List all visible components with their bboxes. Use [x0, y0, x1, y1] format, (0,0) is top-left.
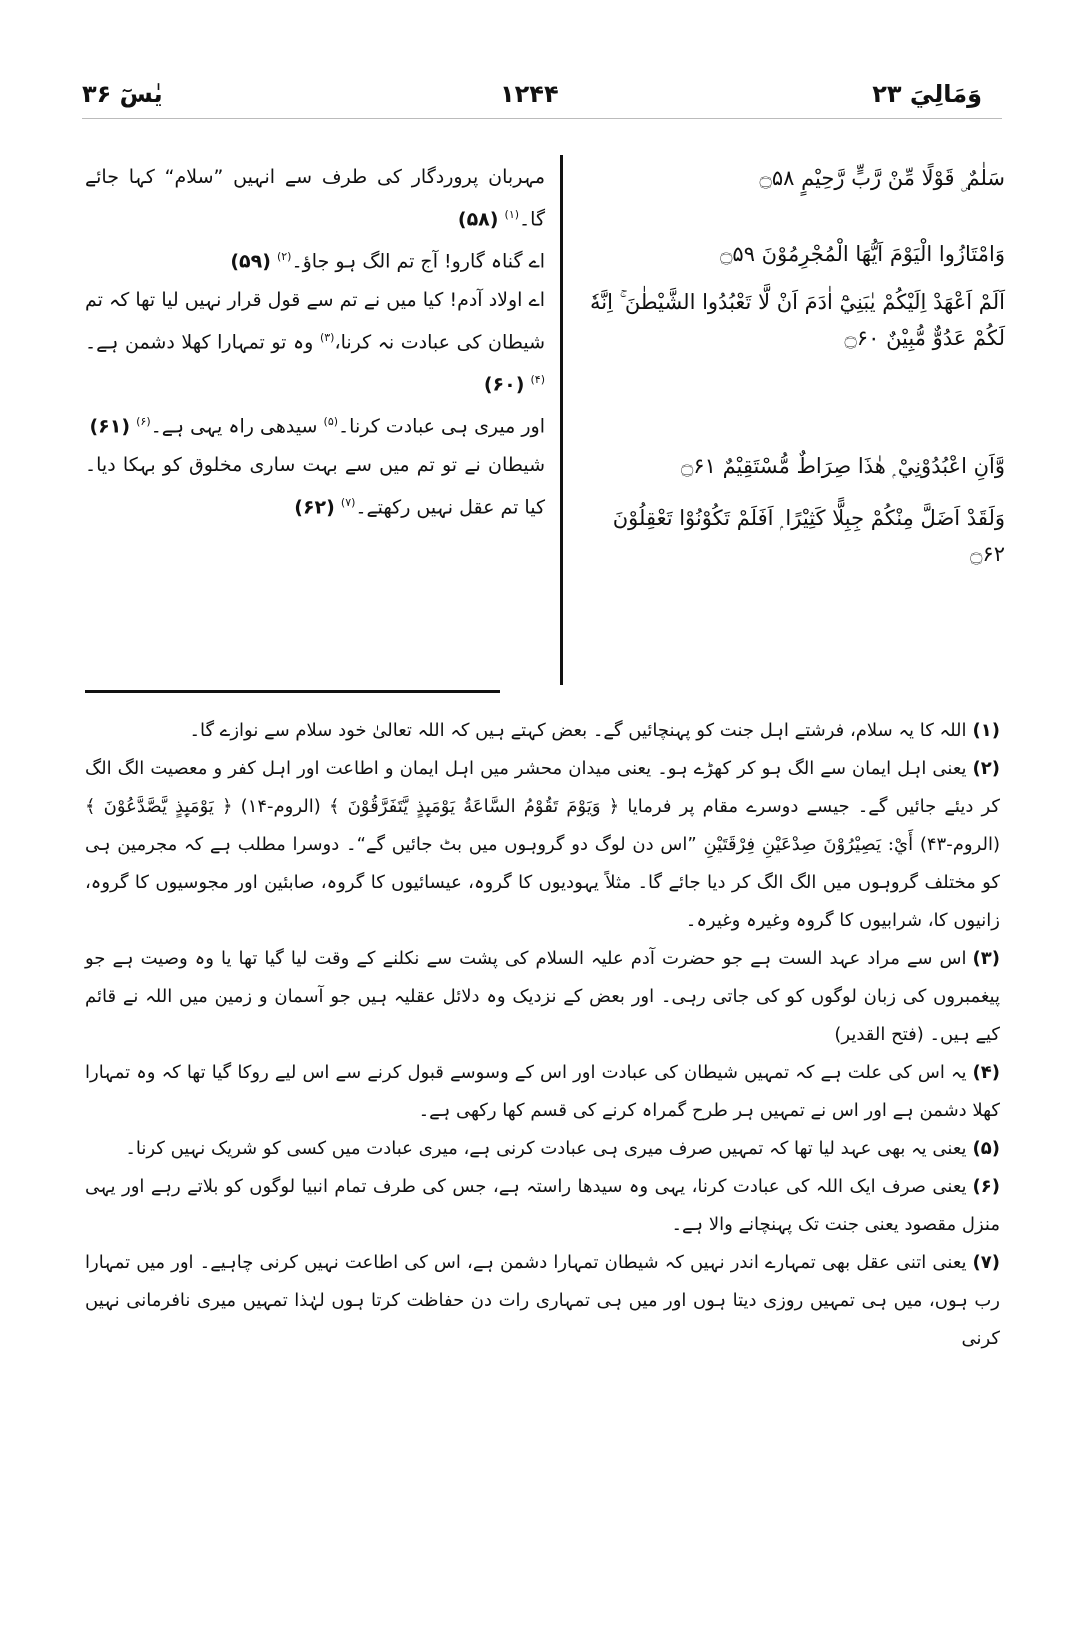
footnote-number: (۲) — [972, 758, 1000, 779]
footnote-text: ”اس دن لوگ دو گروہوں میں بٹ جائیں گے“۔ دوسرا مطلب ہے کہ مجرمین ہی کو مختلف گروہوں میں الگ الگ کر دیا جائے گا۔ مثلاً یہودیوں کا گروہ، عیسائیوں کا گروہ، صابئین اور مجوسیوں کا گروہ، زانیوں کا، شرابیوں کا گروہ وغیرہ وغیرہ۔ — [85, 834, 1000, 931]
translation-text: اے اولاد آدم! کیا میں نے تم سے قول قرار نہیں لیا تھا کہ تم شیطان کی عبادت نہ کرنا، — [85, 288, 546, 353]
quran-reference: (الروم-۴۳) — [919, 834, 1000, 855]
arabic-verse — [585, 284, 1005, 356]
translation-verse — [85, 281, 545, 404]
translation-verse — [85, 446, 545, 526]
quran-reference: (الروم-۱۴) — [240, 796, 321, 817]
juz-title: وَمَالِيَ ۲۳ — [872, 80, 982, 108]
footnote-ref[interactable]: (۴) — [530, 372, 545, 386]
footnote-number: (۴) — [972, 1062, 1000, 1083]
page-number: ۱۲۴۴ — [500, 80, 559, 108]
footnote-number: (۷) — [972, 1252, 1000, 1273]
translation-text: اے گناہ گارو! آج تم الگ ہو جاؤ۔ — [291, 250, 545, 273]
translation-text: سیدھی راہ یہی ہے۔ — [150, 415, 318, 438]
arabic-gloss: أَيْ: يَصِيْرُوْنَ صِدْعَيْنِ فِرْقَتَيْنِ — [703, 834, 914, 855]
header-rule — [82, 118, 1002, 119]
translation-verse — [85, 238, 545, 280]
verse-text: وَامْتَازُوا الْيَوْمَ اَيُّهَا الْمُجْرِمُوْنَ — [761, 242, 1005, 266]
verse-number: ۝۶۲ — [970, 542, 1005, 566]
footnote-text: یہ اس کی علت ہے کہ تمہیں شیطان کی عبادت اور اس کے وسوسے قبول کرنے سے اس لیے روکا گیا تھا کہ وہ تمہارا کھلا دشمن ہے اور اس نے تمہیں ہر طرح گمراہ کرنے کی قسم کھا رکھی ہے۔ — [85, 1062, 1000, 1121]
verse-number: (۶۱) — [89, 415, 131, 438]
verse-number: ۝۵۸ — [759, 166, 795, 190]
verse-number: (۶۲) — [294, 495, 335, 518]
quran-quote: ﴿ وَيَوْمَ تَقُوْمُ السَّاعَةُ يَوْمَىِٕذٍ يَّتَفَرَّقُوْنَ ﴾ — [328, 796, 620, 817]
verse-number: (۶۰) — [483, 373, 525, 396]
verse-number: (۵۹) — [230, 250, 271, 273]
verse-number: ۝۶۱ — [681, 454, 716, 478]
footnote-number: (۱) — [972, 720, 1000, 741]
translation-verse — [85, 158, 545, 238]
footnote — [85, 1130, 1000, 1168]
verse-text: وَّاَنِ اعْبُدُوْنِيْ ۭ هٰذَا صِرَاطٌ مُّسْتَقِيْمٌ — [722, 454, 1005, 478]
footnote — [85, 712, 1000, 750]
footnote-number: (۵) — [972, 1138, 1000, 1159]
column-divider — [560, 155, 563, 685]
translation-text: مہربان پروردگار کی طرف سے انہیں ”سلام“ کہا جائے گا۔ — [85, 166, 545, 231]
footnote-number: (۶) — [972, 1176, 1000, 1197]
footnote-text: اس سے مراد عہد الست ہے جو حضرت آدم علیہ السلام کی پشت سے نکلنے کے وقت لیا گیا تھا یا وہ وصیت ہے جو پیغمبروں کی زبان لوگوں کو کی جاتی رہی۔ اور بعض کے نزدیک وہ دلائل عقلیہ ہیں جو آسمان و زمین میں اللہ نے قائم کیے ہیں۔ (فتح القدیر) — [85, 948, 1000, 1045]
verse-text: سَلٰمٌ ۣ قَوْلًا مِّنْ رَّبٍّ رَّحِيْمٍ — [801, 166, 1005, 190]
verse-text: وَلَقَدْ اَضَلَّ مِنْكُمْ جِبِلًّا كَثِيْرًا ۭ اَفَلَمْ تَكُوْنُوْا تَعْقِلُوْنَ — [612, 506, 1005, 530]
footnotes — [85, 712, 1000, 1358]
verse-text: اَلَمْ اَعْهَدْ اِلَيْكُمْ يٰبَنِيْٓ اٰدَمَ اَنْ لَّا تَعْبُدُوا الشَّيْطٰنَ ۚ اِنَّهٗ لَكُمْ عَدُوٌّ مُّبِيْنٌ — [590, 290, 1005, 350]
arabic-verse — [585, 236, 1005, 272]
footnote-text: یعنی اتنی عقل بھی تمہارے اندر نہیں کہ شیطان تمہارا دشمن ہے، اس کی اطاعت نہیں کرنی چاہیے۔ اور میں تمہارا رب ہوں، میں ہی تمہیں روزی دیتا ہوں اور میں ہی تمہاری رات دن حفاظت کرتا ہوں لہٰذا تمہیں میری نافرمانی نہیں کرنی — [85, 1252, 1000, 1349]
footnote-rule — [85, 690, 500, 693]
translation-text: اور میری ہی عبادت کرنا۔ — [338, 415, 545, 438]
arabic-verse — [585, 160, 1005, 196]
footnote-text: یعنی یہ بھی عہد لیا تھا کہ تمہیں صرف میری ہی عبادت کرنی ہے، میری عبادت میں کسی کو شریک نہیں کرنا۔ — [125, 1138, 967, 1159]
arabic-verse — [585, 448, 1005, 484]
translation-column — [85, 158, 545, 526]
footnote-ref[interactable]: (۳) — [319, 330, 335, 344]
footnote — [85, 1168, 1000, 1244]
footnote-text: یعنی صرف ایک اللہ کی عبادت کرنا، یہی وہ سیدھا راستہ ہے، جس کی طرف تمام انبیا لوگوں کو بلاتے رہے اور یہی منزل مقصود یعنی جنت تک پہنچانے والا ہے۔ — [85, 1176, 1000, 1235]
footnote-ref[interactable]: (۱) — [504, 208, 520, 221]
translation-verse — [85, 403, 545, 445]
translation-text: شیطان نے تو تم میں سے بہت ساری مخلوق کو بہکا دیا۔ کیا تم عقل نہیں رکھتے۔ — [85, 453, 545, 518]
footnote-text: اللہ کا یہ سلام، فرشتے اہل جنت کو پہنچائیں گے۔ بعض کہتے ہیں کہ اللہ تعالیٰ خود سلام سے نوازے گا۔ — [189, 720, 967, 741]
quran-quote: ﴿ يَوْمَىِٕذٍ يَّصَّدَّعُوْنَ ﴾ — [85, 796, 233, 817]
verse-number: ۝۵۹ — [720, 242, 755, 266]
footnote — [85, 1244, 1000, 1358]
footnote-ref[interactable]: (۶) — [136, 415, 151, 429]
verse-number: ۝۶۰ — [844, 326, 880, 350]
footnote — [85, 940, 1000, 1054]
footnote — [85, 750, 1000, 940]
footnote-ref[interactable]: (۵) — [323, 415, 339, 429]
footnote — [85, 1054, 1000, 1130]
surah-title: یٰسٓ ۳۶ — [82, 80, 163, 108]
footnote-number: (۳) — [972, 948, 1000, 969]
footnote-ref[interactable]: (۷) — [340, 495, 356, 509]
verse-number: (۵۸) — [457, 208, 499, 231]
translation-text: وہ تو تمہارا کھلا دشمن ہے۔ — [85, 330, 314, 353]
footnote-ref[interactable]: (۲) — [276, 250, 292, 264]
footnote-text: یعنی اہل ایمان سے الگ ہو کر کھڑے ہو۔ یعنی میدان محشر میں اہل ایمان و اطاعت اور اہل کفر و معصیت الگ الگ کر دیئے جائیں گے۔ جیسے دوسرے مقام پر فرمایا — [85, 758, 1000, 817]
arabic-verse — [585, 500, 1005, 572]
